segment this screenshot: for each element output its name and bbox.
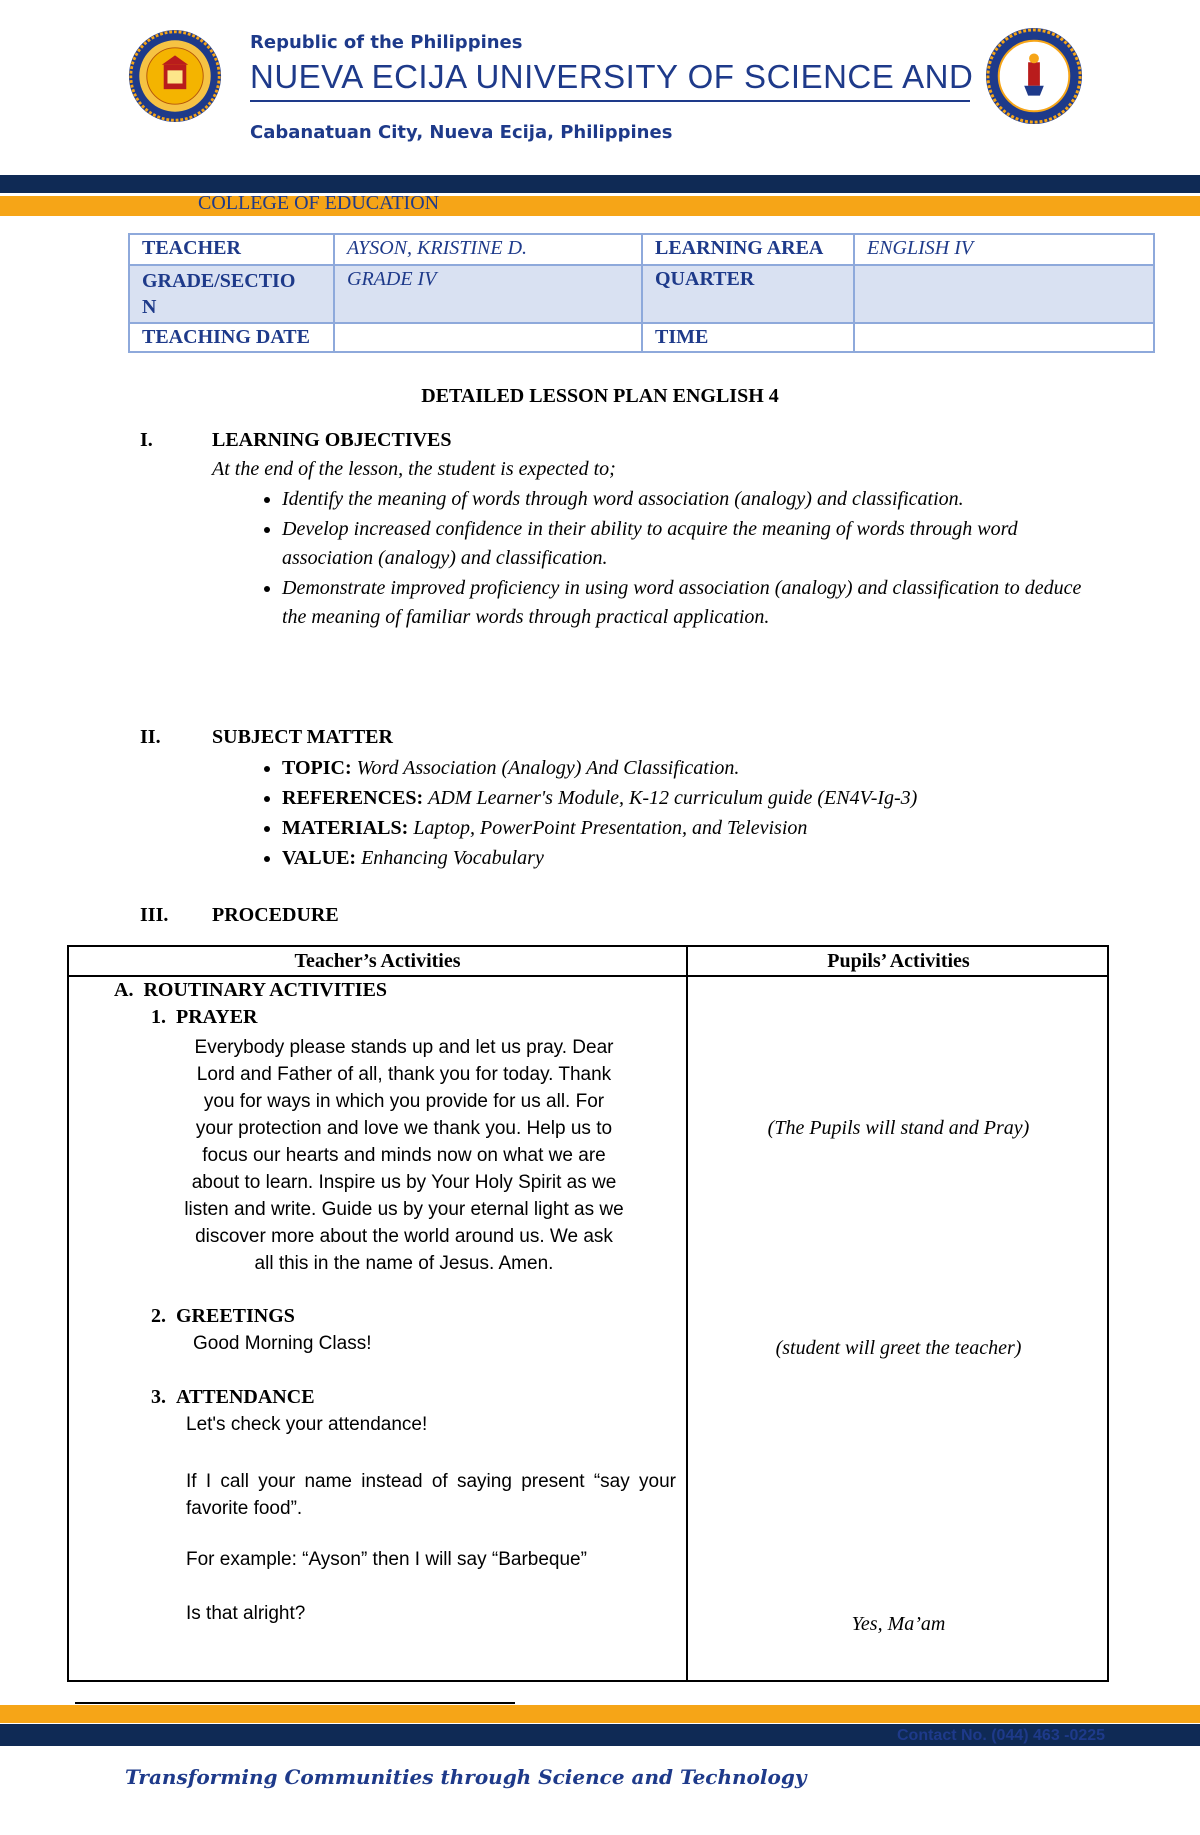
university-name: NUEVA ECIJA UNIVERSITY OF SCIENCE AND xyxy=(250,58,974,95)
subject-item xyxy=(282,783,1102,813)
subject-label: TOPIC: xyxy=(282,757,352,779)
subject-label: VALUE: xyxy=(282,847,357,869)
quarter-value xyxy=(854,265,1154,323)
republic-text: Republic of the Philippines xyxy=(250,32,523,53)
tagline: Transforming Communities through Science and Technology xyxy=(125,1765,807,1789)
pupils-activities-header: Pupils’ Activities xyxy=(827,950,970,972)
subject-item xyxy=(282,843,1102,873)
attendance-pupil-response: Yes, Ma’am xyxy=(851,1613,946,1635)
college-name: COLLEGE OF EDUCATION xyxy=(198,192,440,214)
routinary-activities-heading: A. ROUTINARY ACTIVITIES xyxy=(114,979,388,1001)
lesson-info-table xyxy=(128,233,1155,353)
learning-area-value: ENGLISH IV xyxy=(854,234,1154,265)
prayer-text: Everybody please stands up and let us pray. Dear Lord and Father of all, thank you for today. Thank you for ways in which you provide for us all. For your protection and love we thank you. Help us to focus our hearts and minds now on what we are about to learn. Inspire us by Your Holy Spirit as we listen and write. Guide us by your eternal light as we discover more about the world around us. We ask all this in the name of Jesus. Amen. xyxy=(184,1037,624,1274)
attendance-line: Let's check your attendance! xyxy=(186,1414,428,1435)
section-heading: LEARNING OBJECTIVES xyxy=(212,429,452,451)
contact-number: Contact No. (044) 463 -0225 xyxy=(897,1727,1106,1744)
teacher-label: TEACHER xyxy=(129,234,334,265)
column-divider xyxy=(686,947,688,1680)
greetings-heading: 2. GREETINGS xyxy=(151,1305,295,1327)
objectives-list xyxy=(242,485,1102,633)
subject-label: MATERIALS: xyxy=(282,817,409,839)
section-numeral: I. xyxy=(140,429,153,451)
university-underline xyxy=(250,100,970,102)
teaching-date-label: TEACHING DATE xyxy=(129,323,334,352)
subject-item xyxy=(282,753,1102,783)
subject-value: Word Association (Analogy) And Classification. xyxy=(356,757,740,779)
teacher-value: AYSON, KRISTINE D. xyxy=(334,234,642,265)
university-seal-logo xyxy=(128,29,222,123)
procedure-table-header xyxy=(69,947,1107,977)
greetings-pupil-response: (student will greet the teacher) xyxy=(775,1337,1022,1359)
teacher-activities-header: Teacher’s Activities xyxy=(294,950,461,972)
section-numeral: II. xyxy=(140,726,161,748)
attendance-line: If I call your name instead of saying present “say your favorite food”. xyxy=(186,1471,676,1519)
procedure-table xyxy=(67,945,1109,1682)
attendance-line: Is that alright? xyxy=(186,1603,306,1624)
learning-area-label: LEARNING AREA xyxy=(642,234,854,265)
section-heading: PROCEDURE xyxy=(212,904,339,926)
footer-gold-band xyxy=(0,1705,1200,1723)
time-value xyxy=(854,323,1154,352)
time-label: TIME xyxy=(642,323,854,352)
objective-item: • Develop increased confidence in their ability to acquire the meaning of words through word association (analogy) and classification. xyxy=(282,515,1102,574)
section-numeral: III. xyxy=(140,904,169,926)
prayer-heading: 1. PRAYER xyxy=(151,1006,258,1028)
objectives-intro: At the end of the lesson, the student is expected to; xyxy=(212,458,616,480)
university-address: Cabanatuan City, Nueva Ecija, Philippines xyxy=(250,122,673,143)
attendance-line: For example: “Ayson” then I will say “Barbeque” xyxy=(186,1549,587,1570)
header-navy-band xyxy=(0,175,1200,193)
teaching-date-value xyxy=(334,323,642,352)
greetings-text: Good Morning Class! xyxy=(193,1333,372,1354)
footer-rule xyxy=(75,1702,515,1704)
lesson-plan-title: DETAILED LESSON PLAN ENGLISH 4 xyxy=(421,385,779,407)
header-gold-band xyxy=(0,196,1200,216)
subject-value: Laptop, PowerPoint Presentation, and Television xyxy=(413,817,808,839)
section-heading: SUBJECT MATTER xyxy=(212,726,393,748)
grade-section-label: GRADE/SECTIO N xyxy=(129,265,334,323)
objective-item: • Identify the meaning of words through word association (analogy) and classification. xyxy=(282,485,1102,515)
college-of-education-seal-logo xyxy=(985,27,1083,125)
subject-value: Enhancing Vocabulary xyxy=(361,847,544,869)
attendance-heading: 3. ATTENDANCE xyxy=(151,1386,315,1408)
subject-value: ADM Learner's Module, K-12 curriculum guide (EN4V-Ig-3) xyxy=(428,787,918,809)
prayer-pupil-response: (The Pupils will stand and Pray) xyxy=(767,1117,1030,1139)
grade-section-value: GRADE IV xyxy=(334,265,642,323)
objective-item: • Demonstrate improved proficiency in using word association (analogy) and classification to deduce the meaning of familiar words through practical application. xyxy=(282,574,1102,633)
subject-item xyxy=(282,813,1102,843)
subject-matter-list xyxy=(242,753,1102,873)
quarter-label: QUARTER xyxy=(642,265,854,323)
subject-label: REFERENCES: xyxy=(282,787,424,809)
